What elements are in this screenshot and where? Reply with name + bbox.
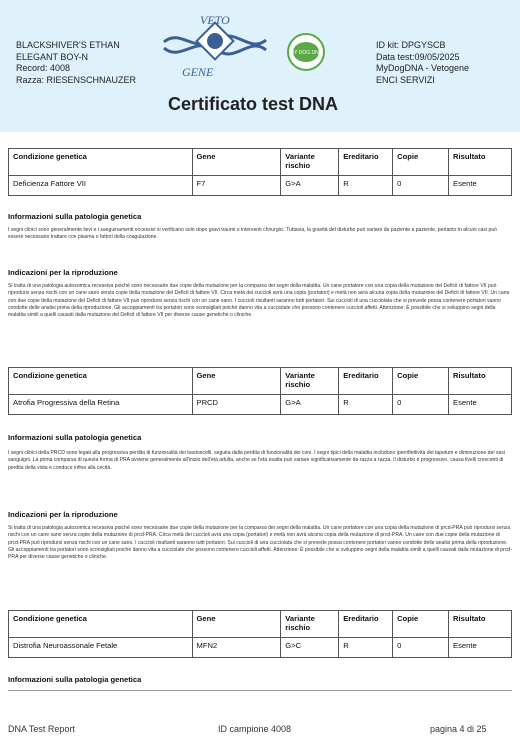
col-header-result: Risultato xyxy=(449,368,512,395)
dog-name: BLACKSHIVER'S ETHAN xyxy=(16,40,120,50)
col-header-variant: Variante rischio xyxy=(281,368,339,395)
cell-copies: 0 xyxy=(393,638,449,658)
col-header-gene: Gene xyxy=(192,611,281,638)
cell-variant: G>A xyxy=(281,395,339,415)
info-title: Informazioni sulla patologia genetica xyxy=(8,433,142,442)
footer-report-name: DNA Test Report xyxy=(8,724,75,734)
col-header-result: Risultato xyxy=(449,611,512,638)
info-section-1 xyxy=(8,212,512,242)
svg-text:VETO: VETO xyxy=(200,14,230,27)
col-header-condition: Condizione genetica xyxy=(9,149,193,176)
cell-result: Esente xyxy=(449,176,512,196)
col-header-inherited: Ereditario xyxy=(339,368,393,395)
cell-inherited: R xyxy=(339,395,393,415)
record-number: Record: 4008 xyxy=(16,63,71,73)
cell-condition: Deficienza Fattore VII xyxy=(9,176,193,196)
breed: Razza: RIESENSCHNAUZER xyxy=(16,74,137,85)
certificate-title: Certificato test DNA xyxy=(168,94,339,114)
col-header-inherited: Ereditario xyxy=(339,611,393,638)
cell-gene: F7 xyxy=(192,176,281,196)
col-header-copies: Copie xyxy=(393,368,449,395)
cell-inherited: R xyxy=(339,176,393,196)
footer-sample-id: ID campione 4008 xyxy=(218,724,292,734)
cell-result: Esente xyxy=(449,638,512,658)
dog-info xyxy=(16,40,136,86)
kit-id: ID kit: DPGYSCB xyxy=(376,40,446,50)
test-date: Data test:09/05/2025 xyxy=(376,51,460,62)
svg-text:MY DOG DNA: MY DOG DNA xyxy=(289,50,323,56)
col-header-inherited: Ereditario xyxy=(339,149,393,176)
kit-info xyxy=(376,40,469,86)
col-header-copies: Copie xyxy=(393,611,449,638)
condition-table-3 xyxy=(8,610,512,658)
page-bottom-divider xyxy=(8,690,512,691)
org-name: ENCI SERVIZI xyxy=(376,74,435,85)
repro-text: Si tratta di una patologia autosomica recessiva poiché sono necessarie due copie della mutazione per la comparsa dei segni della malattia. Un cane portatore con una copia della mutazione del Deficit di fattore VII può riprodursi senza rischi con un cane sano senza copie della mutazione del Deficit di fattore VII. Circa metà dei cuccioli avrà una copia (portatori) e metà non avrà alcuna copia della mutazione del Deficit di fattore VII. Un cane con due copie della mutazione del Deficit di fattore VII può riprodursi senza rischi con un cane sano. I cuccioli risultanti saranno tutti portatori. Sui cuccioli di una cucciolata che si prevede possa contenere portatori vanno condotte delle analisi prima della riproduzione. Gli accoppiamenti tra portatori sono sconsigliati poiché danno vita a cucciolate che possono contenere cuccioli affetti. Attenzione: È possibile che si sviluppino segni della malattia simili a quelli causati dalla mutazione del Deficit di fattore VII per diverse cause genetiche o cliniche. xyxy=(8,283,510,319)
svg-text:GENE: GENE xyxy=(182,65,214,79)
certificate-header xyxy=(0,0,520,132)
info-text: I segni clinici della PRCD sono legati alla progressiva perdita di funzionalità dei bastoncelli, seguita dalla perdita di funzionalità dei coni. I segni tipici della malattia includono iperriflettività del tapetum e diminuzione dei vasi sanguigni. La prima comparsa di questa forma di PRA avviene generalmente all'inizio dell'età adulta, anche se l'età esatta può variare significativamente da razza a razza. Il disturbo è progressivo, causa livelli crescenti di perdita della vista e conduce infine alla cecità. xyxy=(8,450,505,471)
cell-variant: G>C xyxy=(281,638,339,658)
cell-gene: PRCD xyxy=(192,395,281,415)
info-title: Informazioni sulla patologia genetica xyxy=(8,212,142,221)
repro-text: Si tratta di una patologia autosomica recessiva poiché sono necessarie due copie della mutazione per la comparsa dei segni della malattia. Un cane portatore con una copia della mutazione di prcd-PRA può riprodursi senza rischi con un cane sano senza copie della mutazione di prcd-PRA. Circa metà dei cuccioli avrà una copia (portatori) e metà non avrà alcuna copia della mutazione di prcd-PRA. Un cane con due copie della mutazione di prcd-PRA può riprodursi senza rischi con un cane sano. I cuccioli risultanti saranno tutti portatori. Sui cuccioli di una cucciolata che si prevede possa contenere portatori vanno condotte delle analisi prima della riproduzione. Gli accoppiamenti tra portatori sono sconsigliati poiché danno vita a cucciolate che possono contenere cuccioli affetti. Attenzione: È possibile che si sviluppino segni della malattia simili a quelli causati dalla mutazione di prcd-PRA per diverse cause genetiche o cliniche. xyxy=(8,525,512,561)
cell-condition: Distrofia Neuroassonale Fetale xyxy=(9,638,193,658)
condition-table-2 xyxy=(8,367,512,415)
info-title: Informazioni sulla patologia genetica xyxy=(8,675,142,684)
table-row xyxy=(9,176,512,196)
table-row xyxy=(9,395,512,415)
lab-name: MyDogDNA - Vetogene xyxy=(376,63,470,73)
col-header-result: Risultato xyxy=(449,149,512,176)
condition-table-1 xyxy=(8,148,512,196)
info-section-2 xyxy=(8,433,512,472)
col-header-copies: Copie xyxy=(393,149,449,176)
repro-section-1 xyxy=(8,268,512,319)
cell-copies: 0 xyxy=(393,176,449,196)
info-section-3 xyxy=(8,675,512,684)
col-header-gene: Gene xyxy=(192,368,281,395)
cell-gene: MFN2 xyxy=(192,638,281,658)
repro-title: Indicazioni per la riproduzione xyxy=(8,510,118,519)
table-header-row xyxy=(9,611,512,638)
mydogdna-logo xyxy=(286,32,326,72)
info-text: I segni clinici sono generalmente lievi e i sanguinamenti eccessivi si verificano solo dopo gravi traumi o interventi chirurgici. Tuttavia, la gravità del disturbo può variare da paziente a paziente, pertanto in alcuni casi può essere necessario trattare con plasma o fattori della coagulazione. xyxy=(8,227,497,241)
cell-copies: 0 xyxy=(393,395,449,415)
vetogene-logo xyxy=(160,14,270,94)
col-header-condition: Condizione genetica xyxy=(9,611,193,638)
col-header-condition: Condizione genetica xyxy=(9,368,193,395)
cell-inherited: R xyxy=(339,638,393,658)
col-header-variant: Variante rischio xyxy=(281,611,339,638)
col-header-variant: Variante rischio xyxy=(281,149,339,176)
cell-variant: G>A xyxy=(281,176,339,196)
cell-result: Esente xyxy=(449,395,512,415)
cell-condition: Atrofia Progressiva della Retina xyxy=(9,395,193,415)
repro-title: Indicazioni per la riproduzione xyxy=(8,268,118,277)
repro-section-2 xyxy=(8,510,512,561)
table-row xyxy=(9,638,512,658)
table-header-row xyxy=(9,149,512,176)
footer-page-number: pagina 4 di 25 xyxy=(430,724,487,734)
dog-name-line2: ELEGANT BOY-N xyxy=(16,51,89,62)
table-header-row xyxy=(9,368,512,395)
col-header-gene: Gene xyxy=(192,149,281,176)
